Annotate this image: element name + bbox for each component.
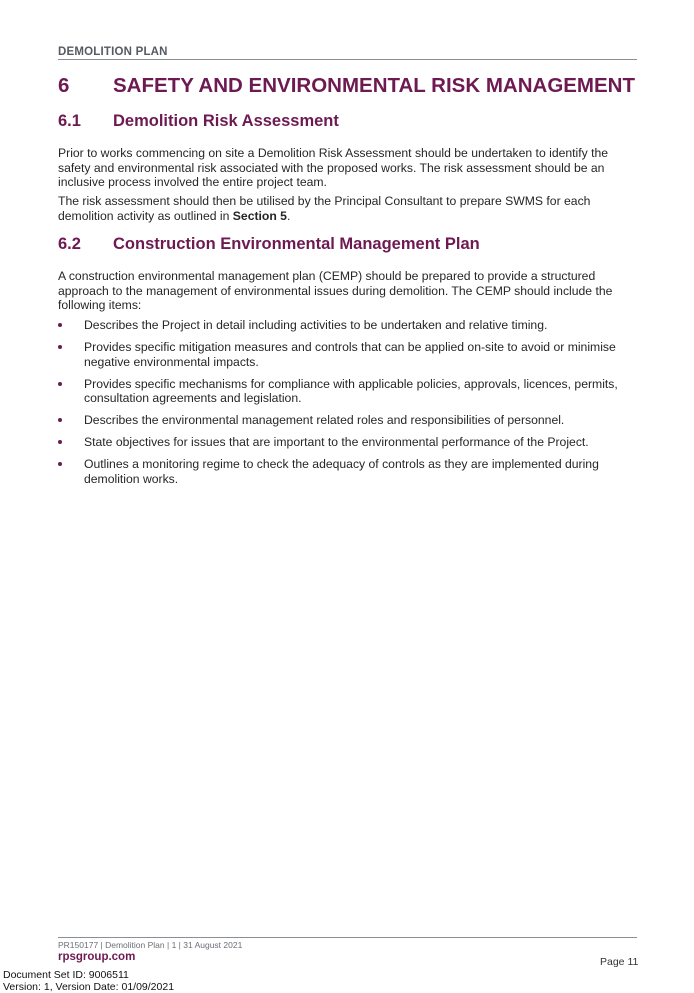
bullet-icon — [58, 418, 62, 422]
list-item — [58, 318, 638, 333]
list-item — [58, 413, 638, 428]
version-date: Version: 1, Version Date: 01/09/2021 — [3, 981, 175, 993]
swms-paragraph — [58, 194, 638, 223]
page-number: Page 11 — [600, 956, 639, 968]
bullet-icon — [58, 440, 62, 444]
swms-paragraph-text: The risk assessment should then be utilised by the Principal Consultant to prepare SWMS for each demolition activity as outlined in — [58, 194, 591, 223]
list-item-text: Outlines a monitoring regime to check the adequacy of controls as they are implemented during demolition works. — [84, 457, 599, 486]
list-item — [58, 340, 638, 369]
swms-paragraph-end: . — [286, 208, 291, 223]
list-item-text: State objectives for issues that are important to the environmental performance of the Project. — [84, 435, 589, 449]
subsection-heading-6-2 — [58, 235, 658, 254]
section-number: 6 — [58, 74, 70, 97]
list-item — [58, 457, 638, 486]
list-item — [58, 377, 638, 406]
document-set-id: Document Set ID: 9006511 — [3, 969, 129, 981]
subsection-number: 6.2 — [58, 235, 81, 253]
cemp-intro-paragraph: A construction environmental management plan (CEMP) should be prepared to provide a structured approach to the management of environmental issues during demolition. The CEMP should include the following items: — [58, 269, 613, 312]
bullet-icon — [58, 323, 62, 327]
bullet-icon — [58, 462, 62, 466]
footer-website: rpsgroup.com — [58, 951, 136, 963]
section-title: SAFETY AND ENVIRONMENTAL RISK MANAGEMENT — [113, 74, 636, 97]
bullet-icon — [58, 382, 62, 386]
list-item-text: Describes the Project in detail including activities to be undertaken and relative timing. — [84, 318, 548, 332]
document-set-stamp — [3, 969, 174, 993]
section-heading — [58, 74, 658, 98]
footer-divider — [58, 937, 637, 938]
subsection-number: 6.1 — [58, 112, 81, 130]
list-item-text: Describes the environmental management related roles and responsibilities of personnel. — [84, 413, 565, 427]
list-item-text: Provides specific mechanisms for compliance with applicable policies, approvals, licences, permits, consultation agreements and legislation. — [84, 376, 618, 405]
footer-meta: PR150177 | Demolition Plan | 1 | 31 August 2021 — [58, 940, 243, 950]
subsection-title: Demolition Risk Assessment — [113, 112, 339, 130]
section-reference: Section 5 — [232, 208, 287, 223]
subsection-heading-6-1 — [58, 112, 658, 131]
list-item — [58, 435, 638, 450]
cemp-items-list — [58, 318, 638, 494]
risk-assessment-paragraph: Prior to works commencing on site a Demolition Risk Assessment should be undertaken to identify the safety and environmental risk associated with the proposed works. The risk assessment should be an inclusive process involved the entire project team. — [58, 146, 609, 189]
subsection-title: Construction Environmental Management Plan — [113, 235, 480, 253]
bullet-icon — [58, 345, 62, 349]
running-header: DEMOLITION PLAN — [58, 46, 637, 60]
list-item-text: Provides specific mitigation measures and controls that can be applied on-site to avoid or minimise negative environmental impacts. — [84, 340, 616, 369]
